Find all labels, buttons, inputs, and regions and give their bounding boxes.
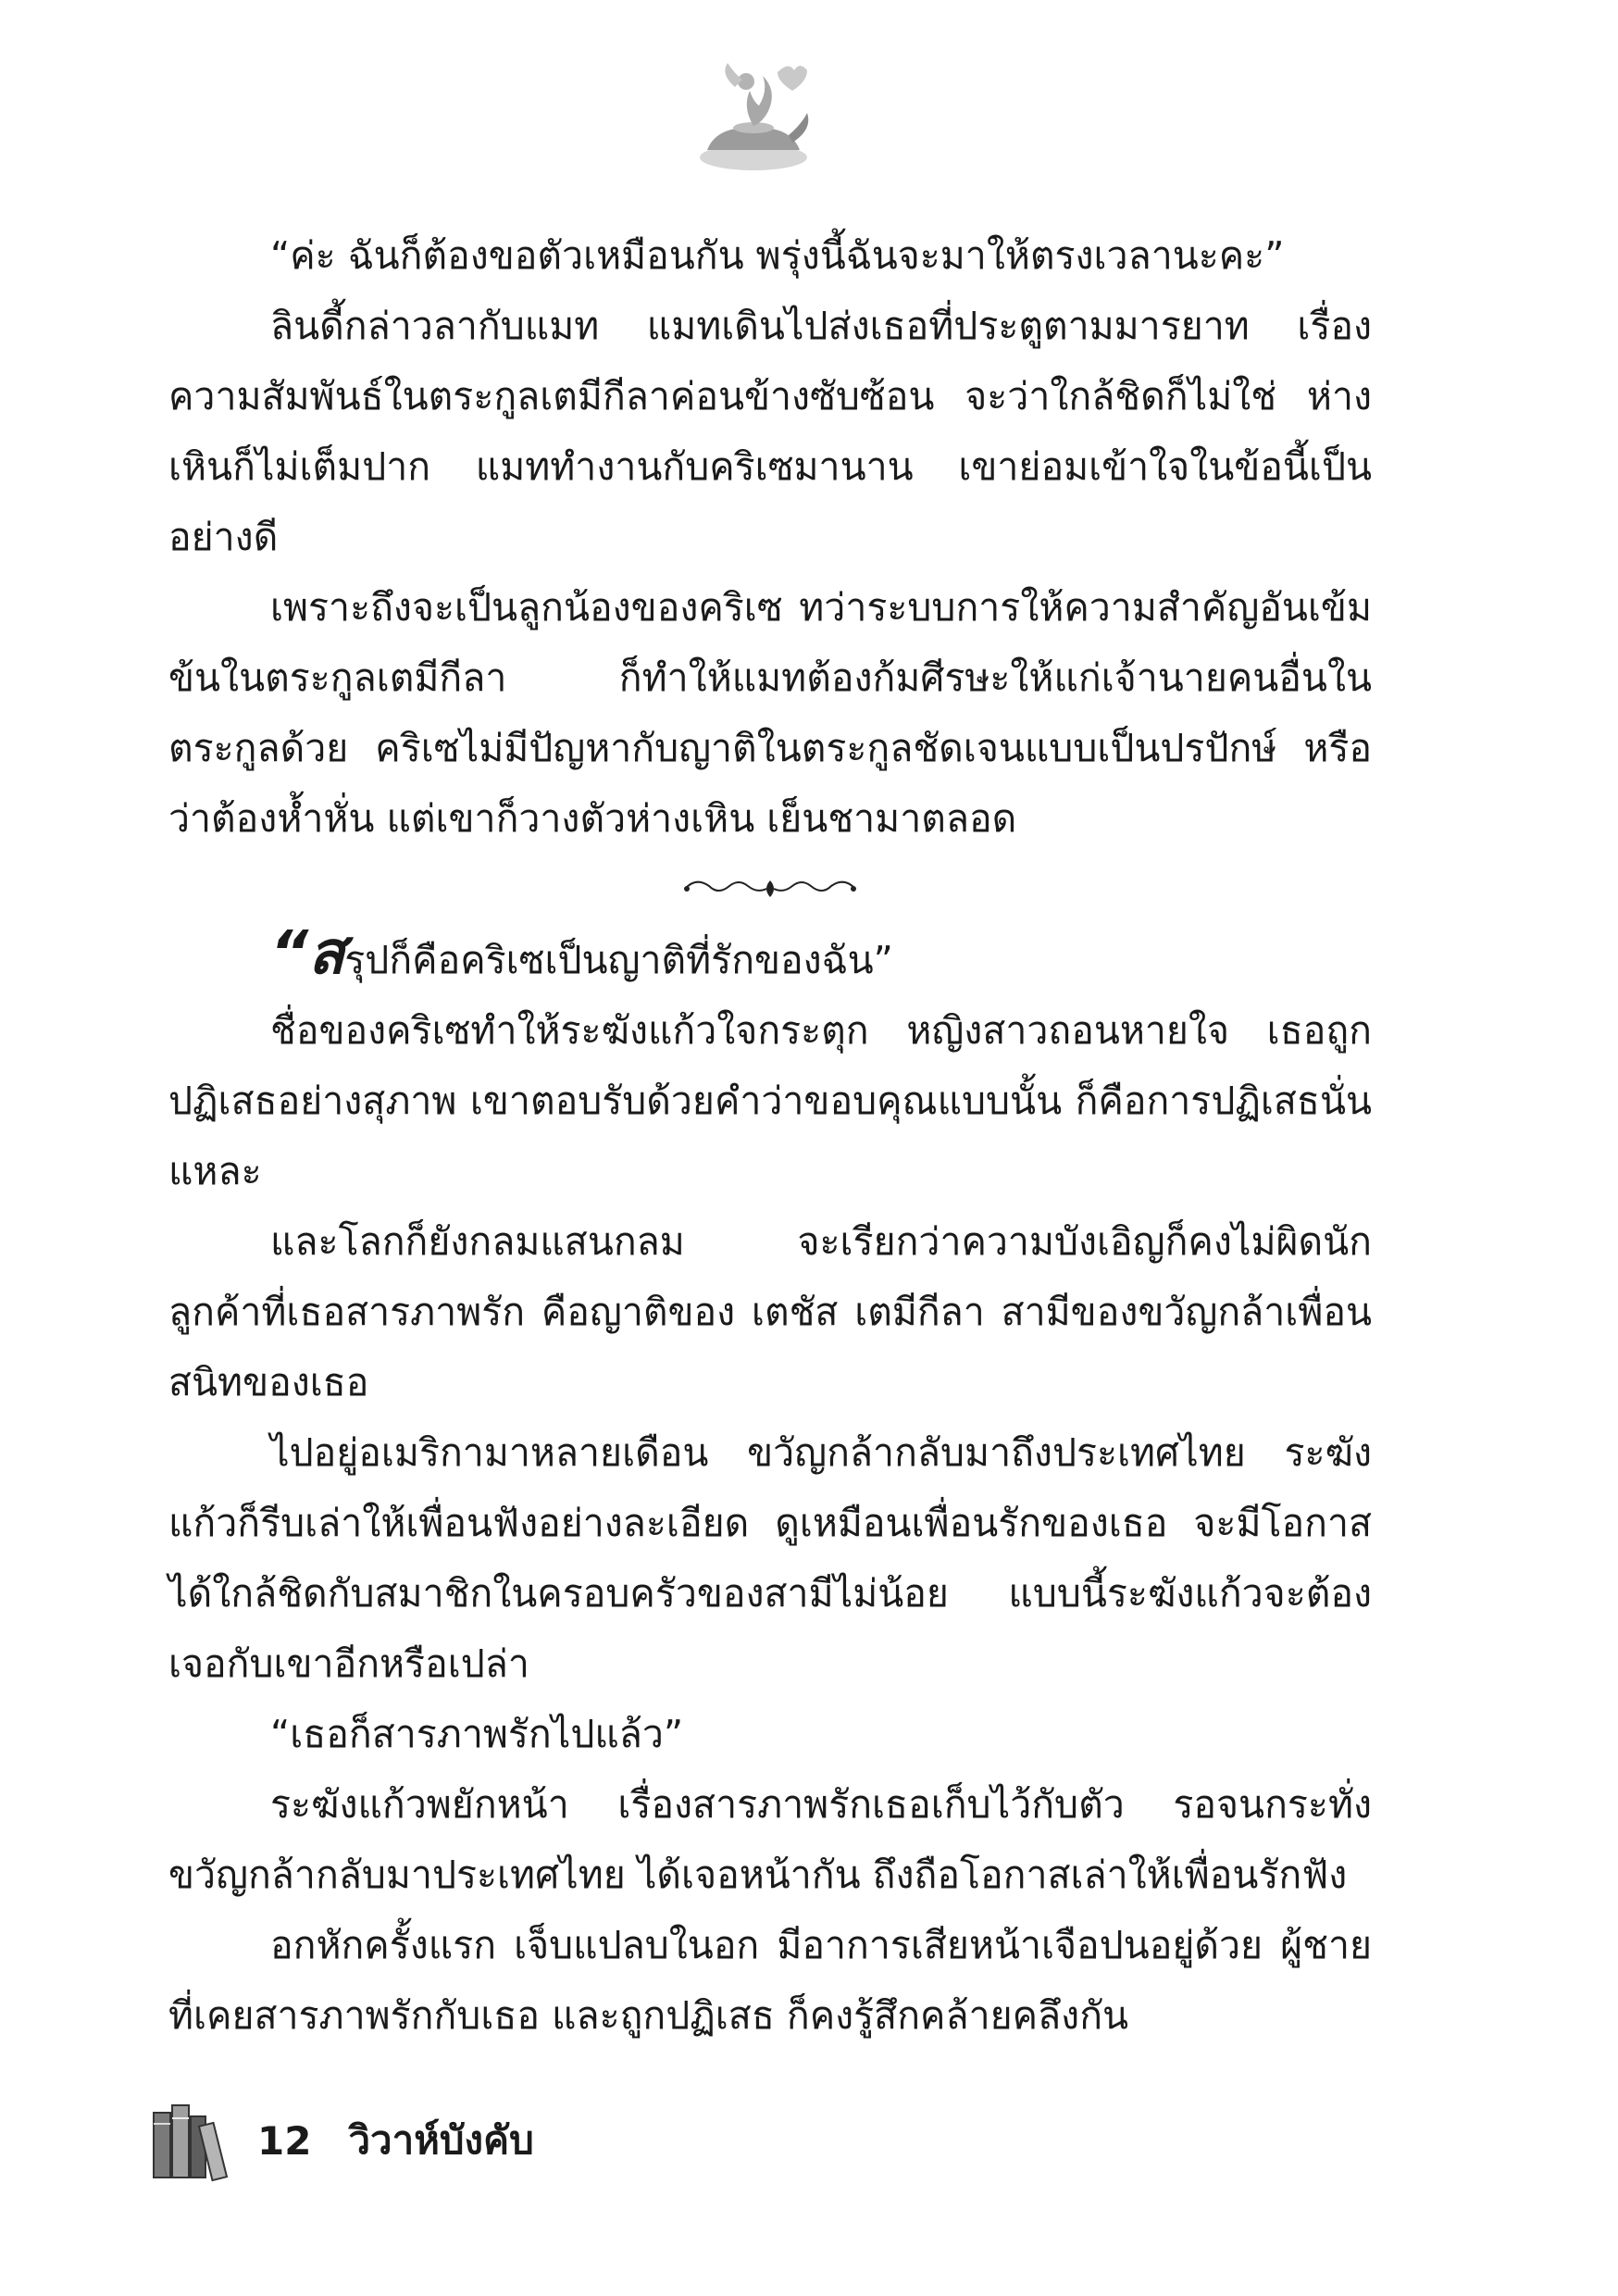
paragraph: “เธอก็สารภาพรักไปแล้ว”	[270, 1712, 684, 1756]
stacked-books-icon	[148, 2096, 237, 2185]
paragraph: “ค่ะ ฉันก็ต้องขอตัวเหมือนกัน พรุ่งนี้ฉันจะมาให้ตรงเวลานะคะ”	[270, 233, 1285, 278]
page-number: 12	[257, 2117, 312, 2164]
book-title: วิวาห์บังคับ	[348, 2117, 534, 2163]
paragraph: ลินดี้กล่าวลากับแมท แมทเดินไปส่งเธอที่ประตูตามมารยาท เรื่องความสัมพันธ์ในตระกูลเตมีกีลาค่อนข้างซับซ้อน จะว่าใกล้ชิดก็ไม่ใช่ ห่างเหินก็ไม่เต็มปาก แมททำงานกับคริเซมานาน เขาย่อมเข้าใจในข้อนี้เป็นอย่างดี	[168, 304, 1372, 559]
paragraph: ไปอยู่อเมริกามาหลายเดือน ขวัญกล้ากลับมาถึงประเทศไทย ระฆังแก้วก็รีบเล่าให้เพื่อนฟังอย่างละเอียด ดูเหมือนเพื่อนรักของเธอ จะมีโอกาสได้ใกล้ชิดกับสมาชิกในครอบครัวของสามีไม่น้อย แบบนี้ระฆังแก้วจะต้องเจอกับเขาอีกหรือเปล่า	[168, 1430, 1372, 1686]
page-footer	[148, 2094, 534, 2187]
section-divider	[168, 854, 1372, 924]
section-opening-line	[168, 919, 1372, 995]
paragraph: และโลกก็ยังกลมแสนกลม จะเรียกว่าความบังเอิญก็คงไม่ผิดนัก ลูกค้าที่เธอสารภาพรัก คือญาติของ เตชัส เตมีกีลา สามีของขวัญกล้าเพื่อนสนิทของเธอ	[168, 1219, 1372, 1404]
floral-scroll-divider-icon	[678, 873, 863, 905]
opening-line-text: รุปก็คือคริเซเป็นญาติที่รักของฉัน”	[344, 938, 893, 982]
paragraph: อกหักครั้งแรก เจ็บแปลบในอก มีอาการเสียหน้าเจือปนอยู่ด้วย ผู้ชายที่เคยสารภาพรักกับเธอ และถูกปฏิเสธ ก็คงรู้สึกคล้ายคลึงกัน	[168, 1923, 1372, 2038]
paragraph: เพราะถึงจะเป็นลูกน้องของคริเซ ทว่าระบบการให้ความสำคัญอันเข้มข้นในตระกูลเตมีกีลา ก็ทำให้แมทต้องก้มศีรษะให้แก่เจ้านายคนอื่นในตระกูลด้วย คริเซไม่มีปัญหากับญาติในตระกูลชัดเจนแบบเป็นปรปักษ์ หรือว่าต้องห้ำหั่น แต่เขาก็วางตัวห่างเหิน เย็นชามาตลอด	[168, 585, 1372, 841]
paragraph: ระฆังแก้วพยักหน้า เรื่องสารภาพรักเธอเก็บไว้กับตัว รอจนกระทั่งขวัญกล้ากลับมาประเทศไทย ได้เจอหน้ากัน ถึงถือโอกาสเล่าให้เพื่อนรักฟัง	[168, 1782, 1372, 1897]
page-body	[168, 220, 1372, 2051]
teapot-cupid-ornament-icon	[689, 54, 818, 183]
paragraph: ชื่อของคริเซทำให้ระฆังแก้วใจกระตุก หญิงสาวถอนหายใจ เธอถูกปฏิเสธอย่างสุภาพ เขาตอบรับด้วยคำว่าขอบคุณแบบนั้น ก็คือการปฏิเสธนั่นแหละ	[168, 1008, 1372, 1193]
drop-cap: “ส	[270, 919, 345, 988]
